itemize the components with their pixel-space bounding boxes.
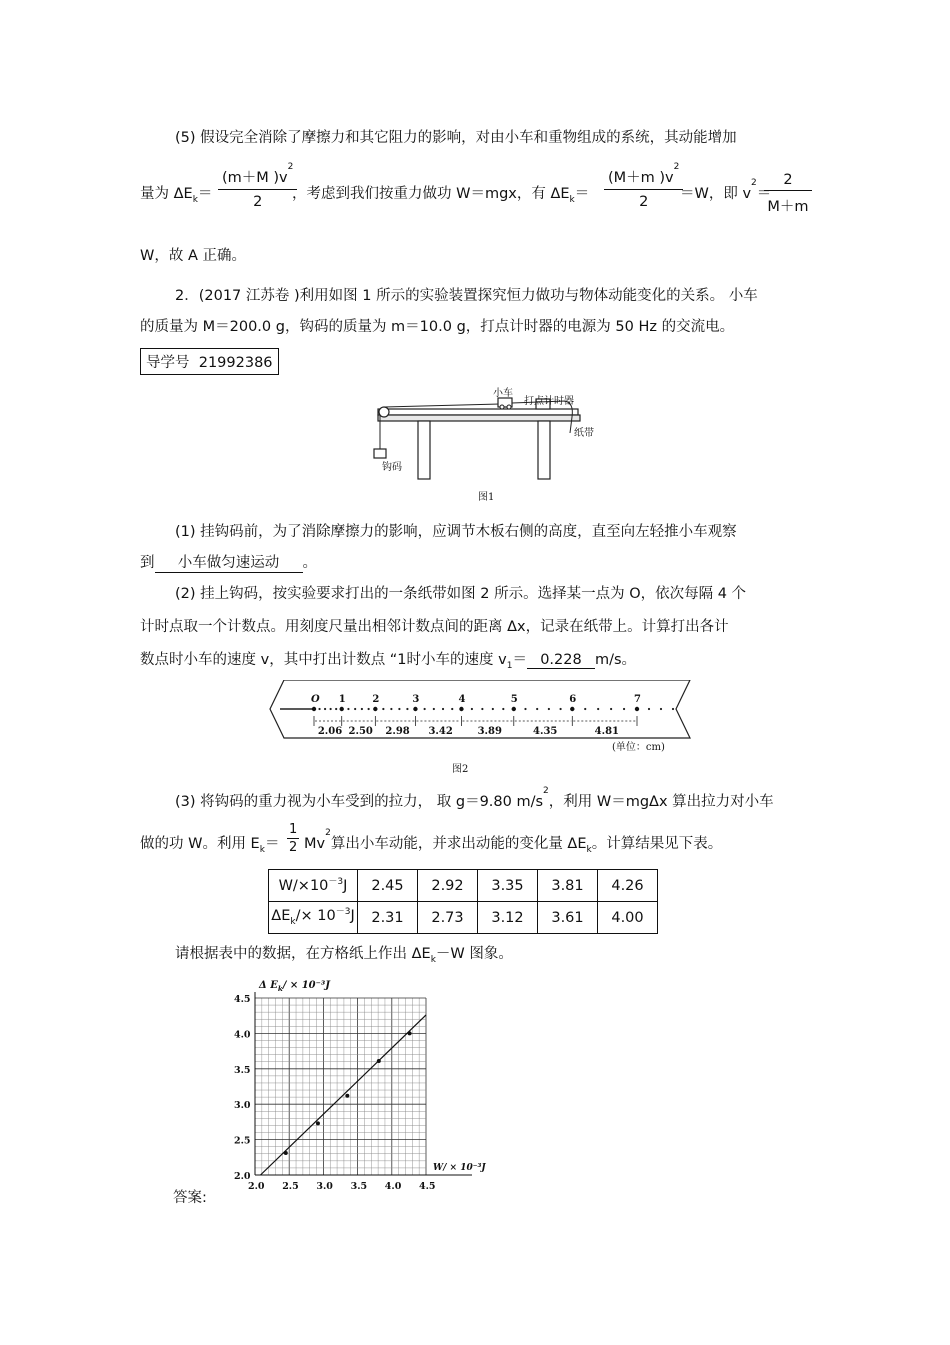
tape-tick-dot	[406, 708, 408, 710]
table-cell: 3.61	[538, 902, 598, 934]
tape-tick-dot	[548, 708, 550, 710]
table-cell: 4.26	[598, 870, 658, 902]
tape-tick-dot	[471, 708, 473, 710]
chart-data-point	[377, 1059, 381, 1063]
tape-point-label: 1	[338, 694, 346, 705]
sec5-tail: ＝W，即 $v^2=$	[680, 178, 772, 202]
tape-count-point	[635, 707, 639, 711]
table-row	[269, 902, 658, 934]
chart-x-tick-label: 4.0	[384, 1181, 402, 1192]
label-tape: 纸带	[574, 428, 594, 439]
figure2-caption: 图2	[452, 764, 469, 775]
tape-tick-dot	[502, 708, 504, 710]
tape-tick-dot	[324, 708, 326, 710]
chart-x-tick-label: 3.0	[316, 1181, 333, 1192]
q2-intro1: 2．(2017 江苏卷 )利用如图 1 所示的实验装置探究恒力做功与物体动能变化的关系。 小车	[175, 288, 758, 304]
table-cell: 3.81	[538, 870, 598, 902]
tape-tick-dot	[335, 708, 337, 710]
tape-count-point	[340, 707, 344, 711]
chart-y-tick-label: 3.0	[234, 1100, 251, 1112]
tape-unit: (单位：cm)	[612, 742, 665, 753]
tape-tick-dot	[361, 708, 363, 710]
tape-distance-label: 2.06	[317, 726, 343, 737]
figure1-apparatus	[360, 385, 620, 503]
tape-count-point	[413, 707, 417, 711]
weight-block	[374, 449, 386, 458]
figure2-tape	[262, 680, 694, 776]
tape-distance-label: 4.81	[594, 726, 620, 737]
sec5-line1: (5) 假设完全消除了摩擦力和其它阻力的影响，对由小车和重物组成的系统，其动能增加	[175, 130, 737, 146]
label-timer: 打点计时器	[524, 396, 574, 407]
table-cell: 2.92	[418, 870, 478, 902]
table-cell: 3.35	[478, 870, 538, 902]
p2-line2: 计时点取一个计数点。用刻度尺量出相邻计数点间的距离 Δx，记录在纸带上。计算打出各计	[140, 619, 729, 635]
tape-tick-dot	[451, 708, 453, 710]
chart-x-tick-label: 2.0	[248, 1181, 265, 1192]
tape-point-label: 6	[569, 694, 577, 705]
sec5-mid: ，考虑到我们按重力做功 W＝mgx，有 $\Delta E_k=$	[292, 186, 590, 205]
tape-point-label: 7	[634, 694, 641, 705]
tape-point-label: 4	[458, 694, 466, 705]
table-row	[269, 870, 658, 902]
tape-distance-label: 3.42	[428, 726, 453, 737]
tape-tick-dot	[390, 708, 392, 710]
chart-fit-line	[260, 1015, 426, 1175]
tape-tick-dot	[433, 708, 435, 710]
tape-tick-dot	[559, 708, 561, 710]
p3-line2b: Mv$^2$算出小车动能，并求出动能的变化量 $\Delta E_k$。计算结果见下表。	[304, 828, 723, 855]
table-cell: 2.45	[358, 870, 418, 902]
tape-distance-label: 2.50	[348, 726, 373, 737]
tape-tick-dot	[442, 708, 444, 710]
tape-tick-dot	[610, 708, 612, 710]
chart-y-tick-label: 2.5	[234, 1135, 251, 1147]
tape-count-point	[459, 707, 463, 711]
guide-number-box: 导学号 21992386	[140, 348, 279, 375]
p2-line3: 数点时小车的速度 v，其中打出计数点 “1时小车的速度 $v_1= 0.228$ m/s。	[140, 652, 637, 671]
chart-y-tick-label: 3.5	[234, 1064, 251, 1076]
table-cell: 2.31	[358, 902, 418, 934]
chart-x-tick-label: 2.5	[282, 1181, 299, 1192]
tape-tick-dot	[398, 708, 400, 710]
p2-line1: (2) 挂上钩码，按实验要求打出的一条纸带如图 2 所示。选择某一点为 O，依次每隔 4 个	[175, 586, 747, 602]
chart-y-tick-label: 4.0	[234, 1029, 251, 1041]
chart-x-tick-label: 4.5	[419, 1181, 436, 1192]
table-cell: 2.73	[418, 902, 478, 934]
sec5-line3: W，故 A 正确。	[140, 248, 246, 264]
answer-blank-1: 小车做匀速运动	[155, 551, 303, 573]
table-cell: 4.00	[598, 902, 658, 934]
tape-count-point	[373, 707, 377, 711]
tape-distance-label: 4.35	[533, 726, 558, 737]
fraction-half: $\frac{1}{2}$	[289, 822, 298, 855]
tape-tick-dot	[492, 708, 494, 710]
tape-tick-dot	[330, 708, 332, 710]
tape-tick-dot	[597, 708, 599, 710]
tape-tick-dot	[354, 708, 356, 710]
chart-data-point	[284, 1151, 288, 1155]
chart-y-axis-label: Δ $E_k/ \times 10^{-3}J$	[259, 980, 331, 993]
table-header-work: $W/\times 10^{-3}J$	[269, 870, 358, 902]
fraction-3: $\frac{2}{M+m}$	[764, 172, 812, 216]
chart-y-tick-label: 2.0	[234, 1171, 251, 1182]
fraction-1: $\frac{(m+M )v^2}{2}$	[218, 166, 297, 210]
energy-work-chart	[228, 976, 490, 1196]
tape-count-point	[312, 707, 316, 711]
results-table	[268, 869, 658, 934]
chart-x-tick-label: 3.5	[350, 1181, 368, 1192]
tape-tick-dot	[623, 708, 625, 710]
tape-tick-dot	[536, 708, 538, 710]
tape-tick-dot	[382, 708, 384, 710]
answer-blank-2: 0.228	[527, 652, 595, 669]
p3-line2a: 做的功 W。利用 $E_k=$	[140, 836, 280, 855]
tape-tick-dot	[424, 708, 426, 710]
q2-intro2: 的质量为 M＝200.0 g，钩码的质量为 m＝10.0 g，打点计时器的电源为 50 Hz 的交流电。	[140, 319, 735, 335]
chart-data-point	[345, 1094, 349, 1098]
sec5-lead: 量为 $\Delta E_k=$	[140, 186, 213, 205]
p3-line1: (3) 将钩码的重力视为小车受到的拉力， 取 g＝9.80 $m/s^2$，利用 W＝mgΔx 算出拉力对小车	[175, 786, 774, 810]
chart-y-tick-label: 4.5	[234, 994, 251, 1005]
label-cart: 小车	[493, 388, 513, 399]
p1-line1: (1) 挂钩码前，为了消除摩擦力的影响，应调节木板右侧的高度，直至向左轻推小车观察	[175, 524, 737, 540]
tape-tick-dot	[368, 708, 370, 710]
tape-point-label: O	[311, 694, 320, 705]
tape-tick-dot	[672, 708, 674, 710]
p3-after-table: 请根据表中的数据，在方格纸上作出 $\Delta E_k-W$ 图象。	[175, 946, 513, 965]
chart-data-point	[408, 1031, 412, 1035]
table-header-energy: $\Delta E_k/\times 10^{-3}J$	[269, 902, 358, 934]
tape-tick-dot	[648, 708, 650, 710]
answer-label: 答案:	[173, 1190, 207, 1206]
tape-tick-dot	[584, 708, 586, 710]
p1-line2: 到 小车做匀速运动 。	[140, 551, 317, 573]
chart-x-axis-label: W/ × 10⁻³J	[433, 1163, 486, 1173]
figure1-caption: 图1	[478, 492, 495, 503]
tape-point-label: 5	[510, 694, 518, 705]
tape-point-label: 3	[412, 694, 420, 705]
table-cell: 3.12	[478, 902, 538, 934]
tape-count-point	[570, 707, 574, 711]
tape-distance-label: 3.89	[477, 726, 502, 737]
fraction-2: $\frac{(M+m )v^2}{2}$	[604, 166, 683, 210]
tape-distance-label: 2.98	[385, 726, 410, 737]
label-weight: 钩码	[382, 462, 402, 473]
tape-tick-dot	[660, 708, 662, 710]
tape-tick-dot	[347, 708, 349, 710]
tape-tick-dot	[318, 708, 320, 710]
chart-data-point	[316, 1121, 320, 1125]
tape-tick-dot	[481, 708, 483, 710]
tape-tick-dot	[524, 708, 526, 710]
tape-point-label: 2	[372, 694, 380, 705]
tape-count-point	[512, 707, 516, 711]
